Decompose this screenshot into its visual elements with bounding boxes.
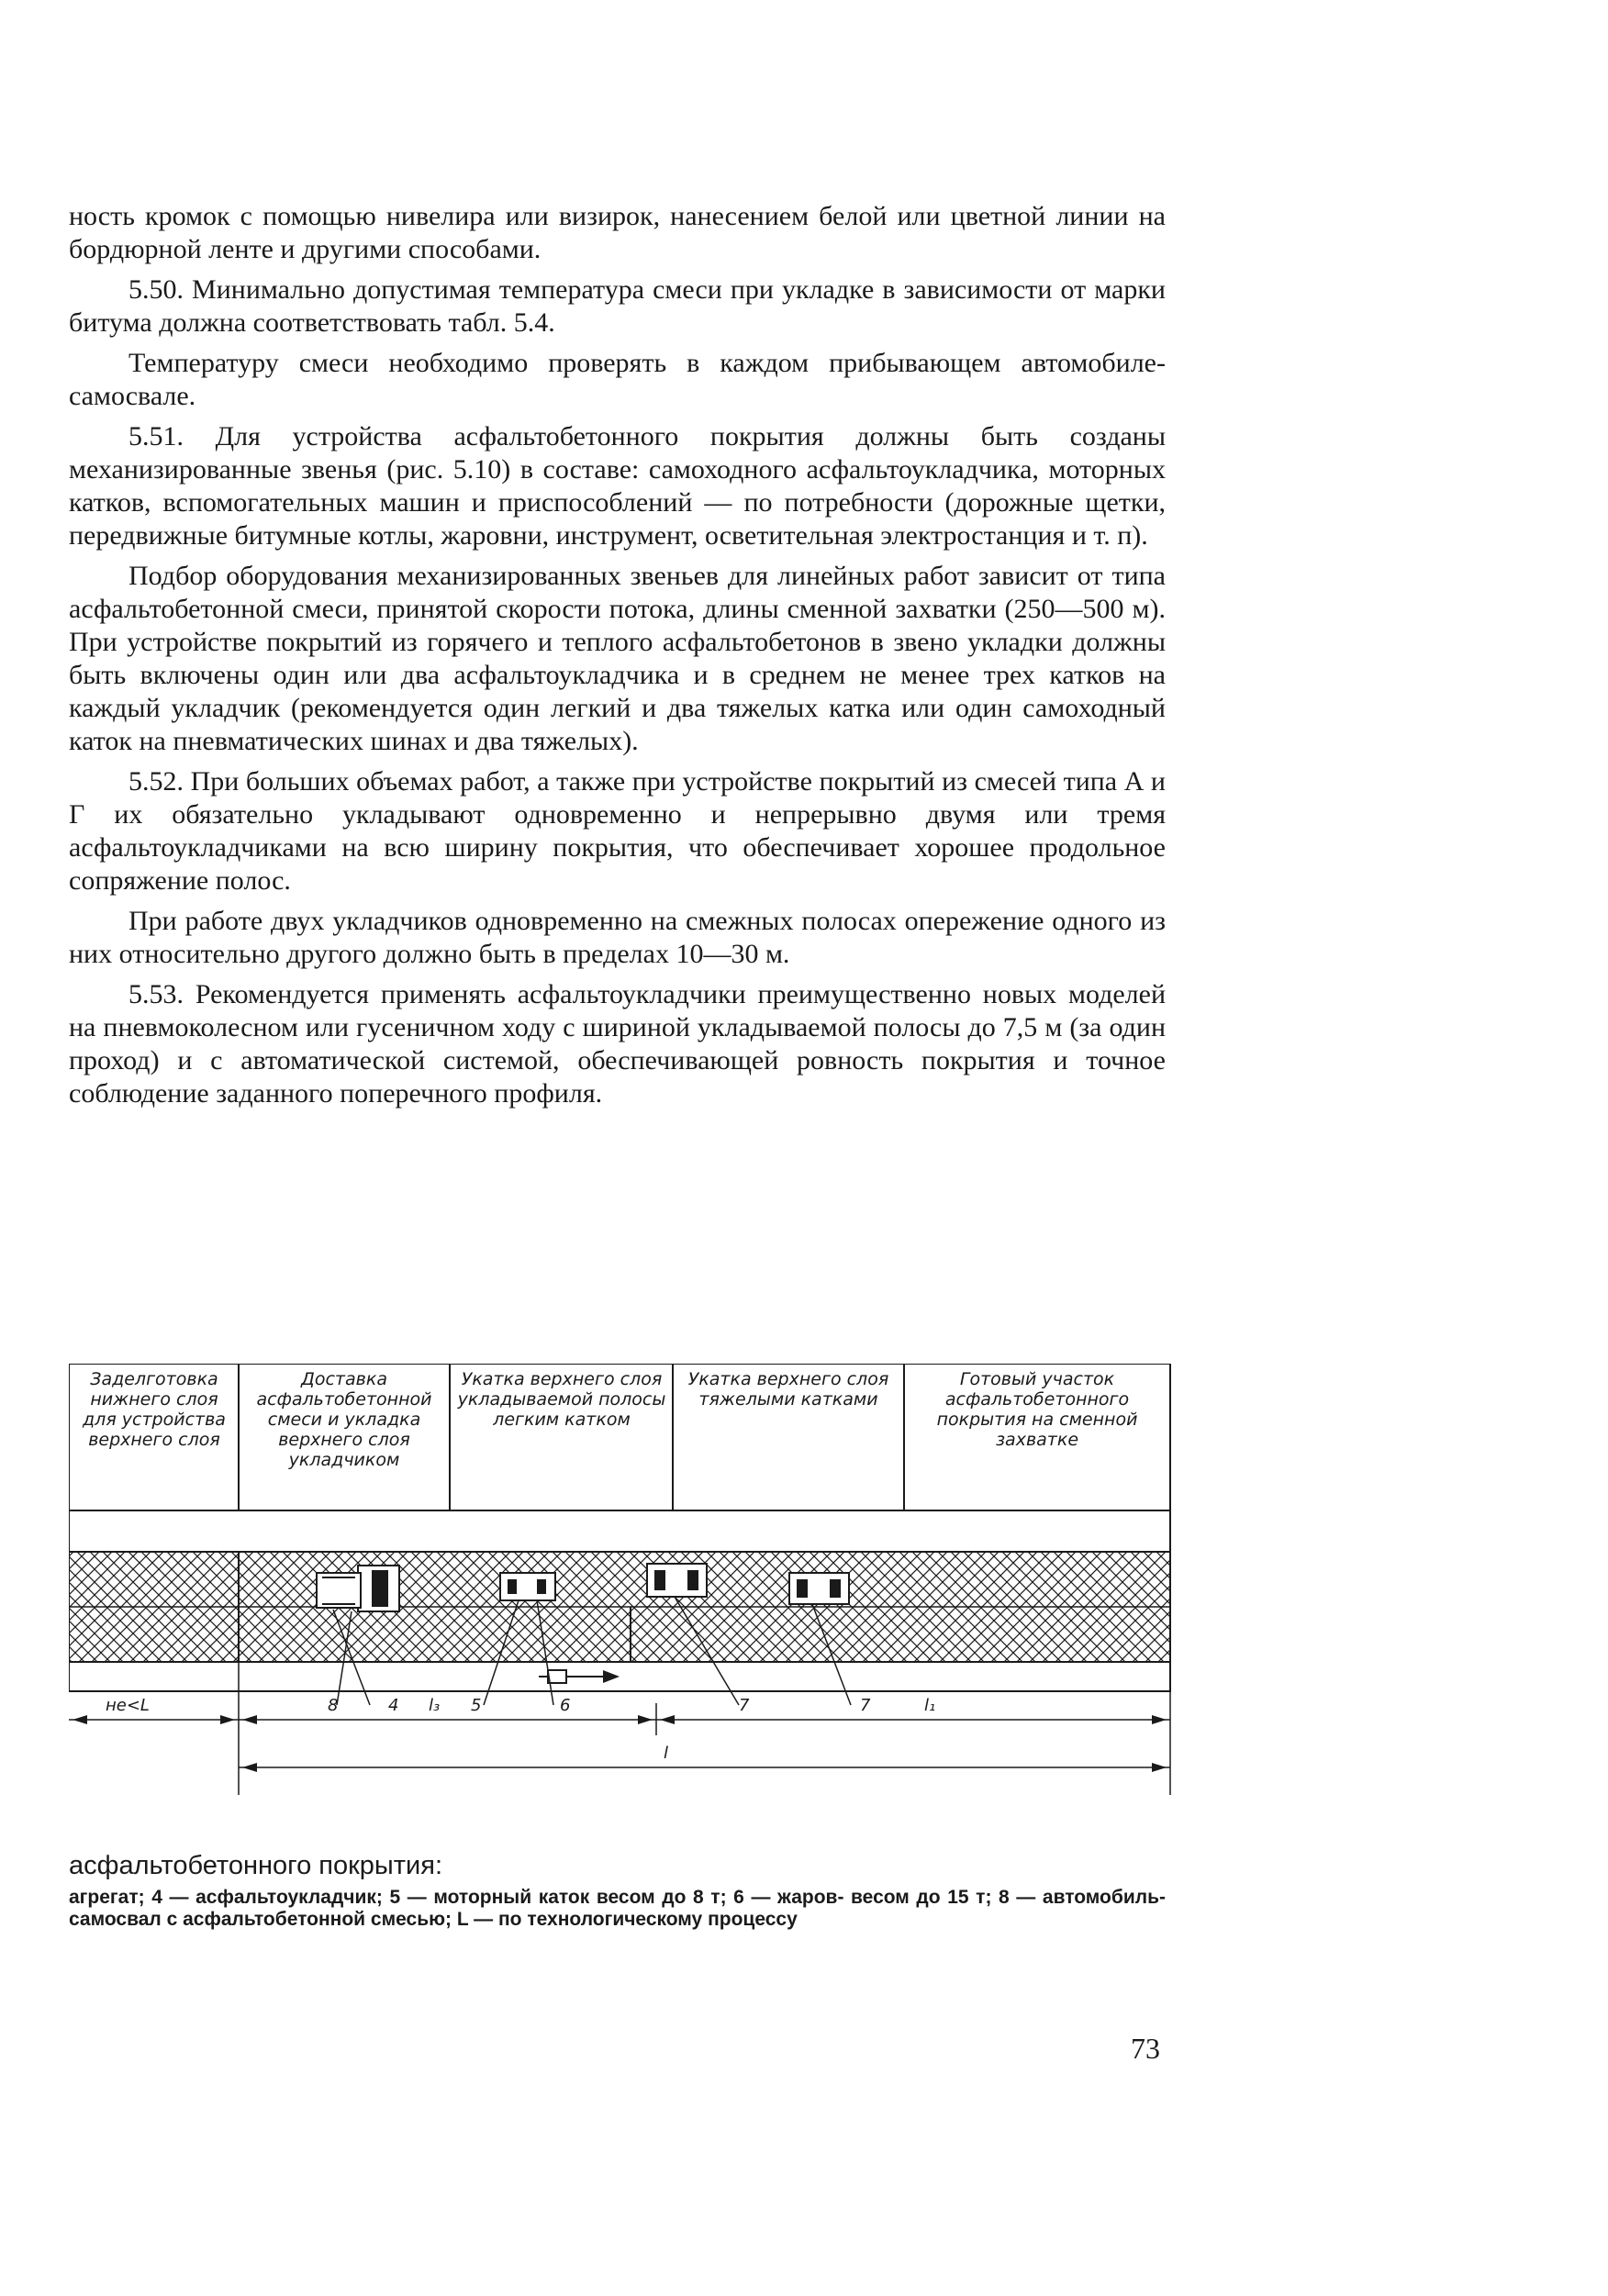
direction-arrow-icon	[539, 1670, 620, 1683]
paving-scheme-figure	[69, 1364, 1179, 1804]
figure-caption	[69, 1850, 1166, 1931]
paragraph: 5.52. При больших объемах работ, а также при устройстве покрытий из смесей типа А и Г их обязательно укладывают одновременно и непрерывно двумя или тремя асфальтоукладчиками на всю ширину покрытия, что обеспечивает хорошее продольное сопряжение полос.	[69, 766, 1166, 896]
caption-legend: агрегат; 4 — асфальтоукладчик; 5 — моторный каток весом до 8 т; 6 — жаров- весом до 15 т; 8 — автомобиль-самосвал с асфальтобетонной смесью; L — по технологическому процессу	[69, 1887, 1166, 1930]
paver-icon	[317, 1573, 361, 1608]
paragraph: 5.50. Минимально допустимая температура смеси при укладке в зависимости от марки битума должна соответствовать табл. 5.4.	[69, 274, 1166, 338]
heavy-roller-icon	[647, 1564, 707, 1597]
marker-l1: l₁	[924, 1696, 936, 1715]
stage-label-laying: Доставка асфальтобетонной смеси и укладка верхнего слоя укладчиком	[256, 1369, 432, 1470]
stage-label-light-rolling: Укатка верхнего слоя укладываемой полосы легким катком	[457, 1369, 666, 1430]
marker-5: 5	[471, 1696, 482, 1715]
paragraph: Температуру смеси необходимо проверять в каждом прибывающем автомобиле-самосвале.	[69, 348, 1166, 411]
stage-label-finished: Готовый участок асфальтобетонного покрытия на сменной захватке	[936, 1369, 1138, 1450]
page-number: 73	[1131, 2032, 1160, 2065]
paragraph: При работе двух укладчиков одновременно на смежных полосах опережение одного из них относительно другого должно быть в пределах 10—30 м.	[69, 906, 1166, 969]
caption-title: асфальтобетонного покрытия:	[69, 1851, 443, 1880]
marker-7: 7	[860, 1696, 871, 1715]
dump-truck-icon	[358, 1566, 399, 1611]
marker-l3: l₃	[429, 1696, 441, 1715]
marker-4: 4	[388, 1696, 399, 1715]
stage-label-base-prep: Заделготовка нижнего слоя для устройства верхнего слоя	[83, 1369, 226, 1450]
dim-left-label: не<L	[106, 1696, 150, 1715]
paragraph: 5.53. Рекомендуется применять асфальтоукладчики преимущественно новых моделей на пневмоколесном или гусеничном ходу с шириной укладываемой полосы до 7,5 м (за один проход) и с автоматической системой, обеспечивающей ровность покрытия и точное соблюдение заданного поперечного профиля.	[69, 979, 1166, 1109]
dim-total-label: l	[664, 1744, 669, 1763]
marker-7: 7	[739, 1696, 750, 1715]
paragraph: Подбор оборудования механизированных звеньев для линейных работ зависит от типа асфальтобетонной смеси, принятой скорости потока, длины сменной захватки (250—500 м). При устройстве покрытий из горячего и теплого асфальтобетонов в звено укладки должны быть включены один или два асфальтоукладчика и в среднем не менее трех катков на каждый укладчик (рекомендуется один легкий и два тяжелых катка или один самоходный каток на пневматических шинах и два тяжелых).	[69, 561, 1166, 756]
heavy-roller-icon	[789, 1573, 849, 1604]
paragraph: ность кромок с помощью нивелира или визирок, нанесением белой или цветной линии на бордюрной ленте и другими способами.	[69, 201, 1166, 264]
light-roller-icon	[500, 1573, 555, 1600]
stage-label-heavy-rolling: Укатка верхнего слоя тяжелыми катками	[687, 1369, 889, 1410]
body-text	[69, 200, 1166, 1118]
paragraph: 5.51. Для устройства асфальтобетонного покрытия должны быть созданы механизированные звенья (рис. 5.10) в составе: самоходного асфальтоукладчика, моторных катков, вспомогательных машин и приспособлений — по потребности (дорожные щетки, передвижные битумные котлы, жаровни, инструмент, осветительная электростанция и т. п).	[69, 421, 1166, 551]
marker-8: 8	[328, 1696, 339, 1715]
marker-6: 6	[560, 1696, 571, 1715]
